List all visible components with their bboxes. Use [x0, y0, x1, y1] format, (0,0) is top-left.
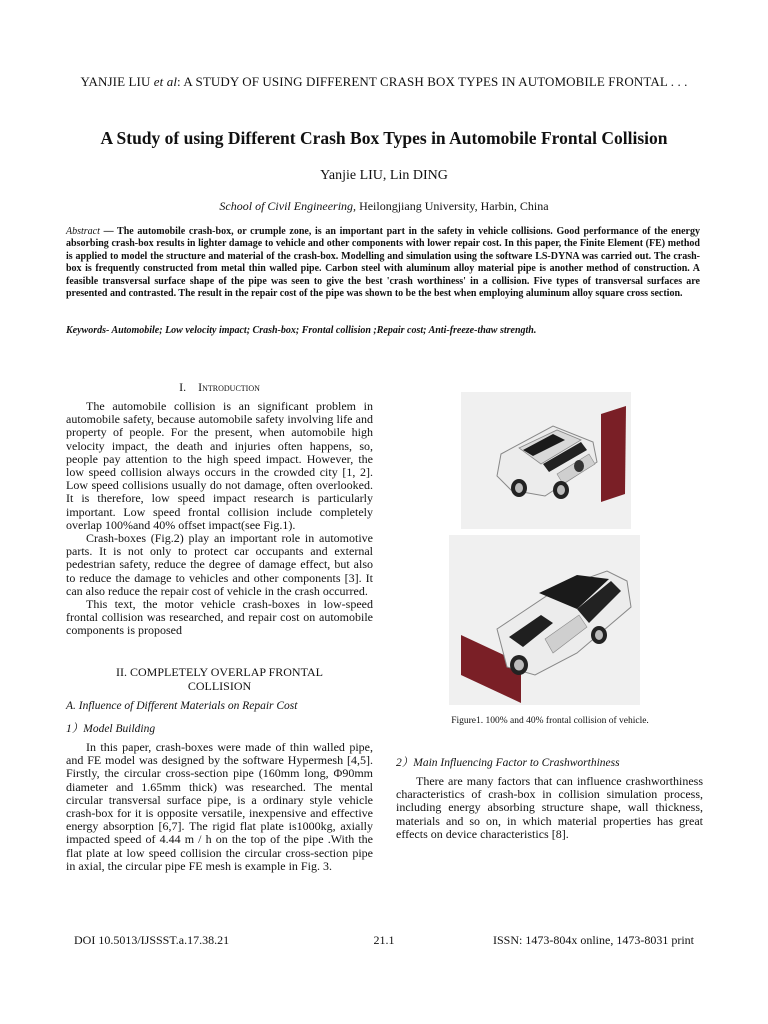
- abstract-text: — The automobile crash-box, or crumple zone, is an important part in the safety in vehicle collisions. Good performance of the energy absorbing crash-box results in lighter damage to vehicle and other components with lower repair cost. In this paper, the Finite Element (FE) method is applied to model the structure and material of the crash-box. Modelling and simulation using the software LS-DYNA was carried out. The crash-box is frequently constructed from metal thin walled pipe. Carbon steel with aluminum alloy material pipe is another method of construction. A feasible transversal surface shape of the pipe was seen to give the best 'crash worthiness' in a collision. Five types of transversal surfaces are presented and contrasted. The result in the repair cost of the pipe was shown to be the best when employing aluminum alloy square cross section.: [66, 226, 700, 300]
- figure-1-bottom-image: [449, 535, 640, 705]
- subsection-2a2-heading: 2）Main Influencing Factor to Crashworthiness: [396, 757, 620, 769]
- model-building-body: [66, 741, 373, 873]
- footer-page-number: 21.1: [373, 933, 395, 947]
- section-2-heading: II. COMPLETELY OVERLAP FRONTAL COLLISION: [116, 665, 323, 693]
- crashworthiness-body: [396, 775, 703, 841]
- subsection-2a1-heading: 1）Model Building: [66, 723, 156, 735]
- paper-affiliation: School of Civil Engineering, Heilongjiang University, Harbin, China: [219, 199, 549, 213]
- car-100-percent-collision-illustration: [461, 392, 631, 529]
- footer-doi: DOI 10.5013/IJSSST.a.17.38.21: [74, 933, 230, 947]
- car-40-percent-collision-illustration: [449, 535, 640, 705]
- abstract: [66, 226, 700, 300]
- figure-1-top-image: [461, 392, 631, 529]
- paper-title: A Study of using Different Crash Box Types in Automobile Frontal Collision: [100, 128, 668, 148]
- model-building-paragraph: In this paper, crash-boxes were made of thin walled pipe, and FE model was designed by the software Hypermesh [4,5]. Firstly, the circular cross-section pipe (160mm long, Φ90mm diameter and 1.65mm thick) was researched. The mental circular transversal surface pipe, is a ordinary style vehicle crash-box for it is opposite versatile, inexpensive and effective energy absorption [6,7]. The rigid flat plate is1000kg, axially impacted speed of 4.44 m / h on the top of the pipe .With the flat plate at low speed collision the circular cross-section pipe in axial, the circular pipe FE mesh is example in Fig. 3.: [66, 740, 373, 873]
- intro-paragraph-2: Crash-boxes (Fig.2) play an important role in automotive parts. It is not only to protect car occupants and external pedestrian safety, reduce the degree of damage effect, but also to reduce the damage to vehicles and other components [3]. It can also reduce the repair cost of vehicle in the crash occurred.: [66, 531, 373, 598]
- intro-paragraph-1: The automobile collision is an significant problem in automobile safety, because automobile safety involving life and property of people. For the present, when automobile high velocity impact, the death and injuries often happens, so, people pay attention to the high speed impact. However, the low speed collision always occurs in the crowded city [1, 2]. Low speed collisions usually do not damage, often overlooked. It is therefore, low speed impact research is particularly important. Low speed frontal collision include completely overlap 100%and 40% offset impact(see Fig.1).: [66, 399, 373, 532]
- crashworthiness-paragraph: There are many factors that can influence crashworthiness characteristics of crash-box in collision simulation process, including energy absorbing structure shape, wall thickness, materials and so on, in which material properties has great effects on device characteristics [8].: [396, 774, 703, 841]
- paper-authors: Yanjie LIU, Lin DING: [320, 168, 448, 183]
- subsection-2a-heading: A. Influence of Different Materials on Repair Cost: [66, 700, 298, 712]
- figure-1-caption: Figure1. 100% and 40% frontal collision of vehicle.: [451, 716, 649, 726]
- footer-issn: ISSN: 1473-804x online, 1473-8031 print: [493, 933, 694, 947]
- intro-body: [66, 400, 373, 638]
- section-1-heading: I. Introduction: [179, 380, 260, 394]
- abstract-label: Abstract: [66, 226, 100, 237]
- intro-paragraph-3: This text, the motor vehicle crash-boxes in low-speed frontal collision was researched, and repair cost on automobile components is proposed: [66, 597, 373, 638]
- keywords: Keywords- Automobile; Low velocity impact; Crash-box; Frontal collision ;Repair cost; Anti-freeze-thaw strength.: [66, 325, 537, 336]
- running-header: YANJIE LIU et al: A STUDY OF USING DIFFERENT CRASH BOX TYPES IN AUTOMOBILE FRONTAL . . .: [80, 74, 688, 89]
